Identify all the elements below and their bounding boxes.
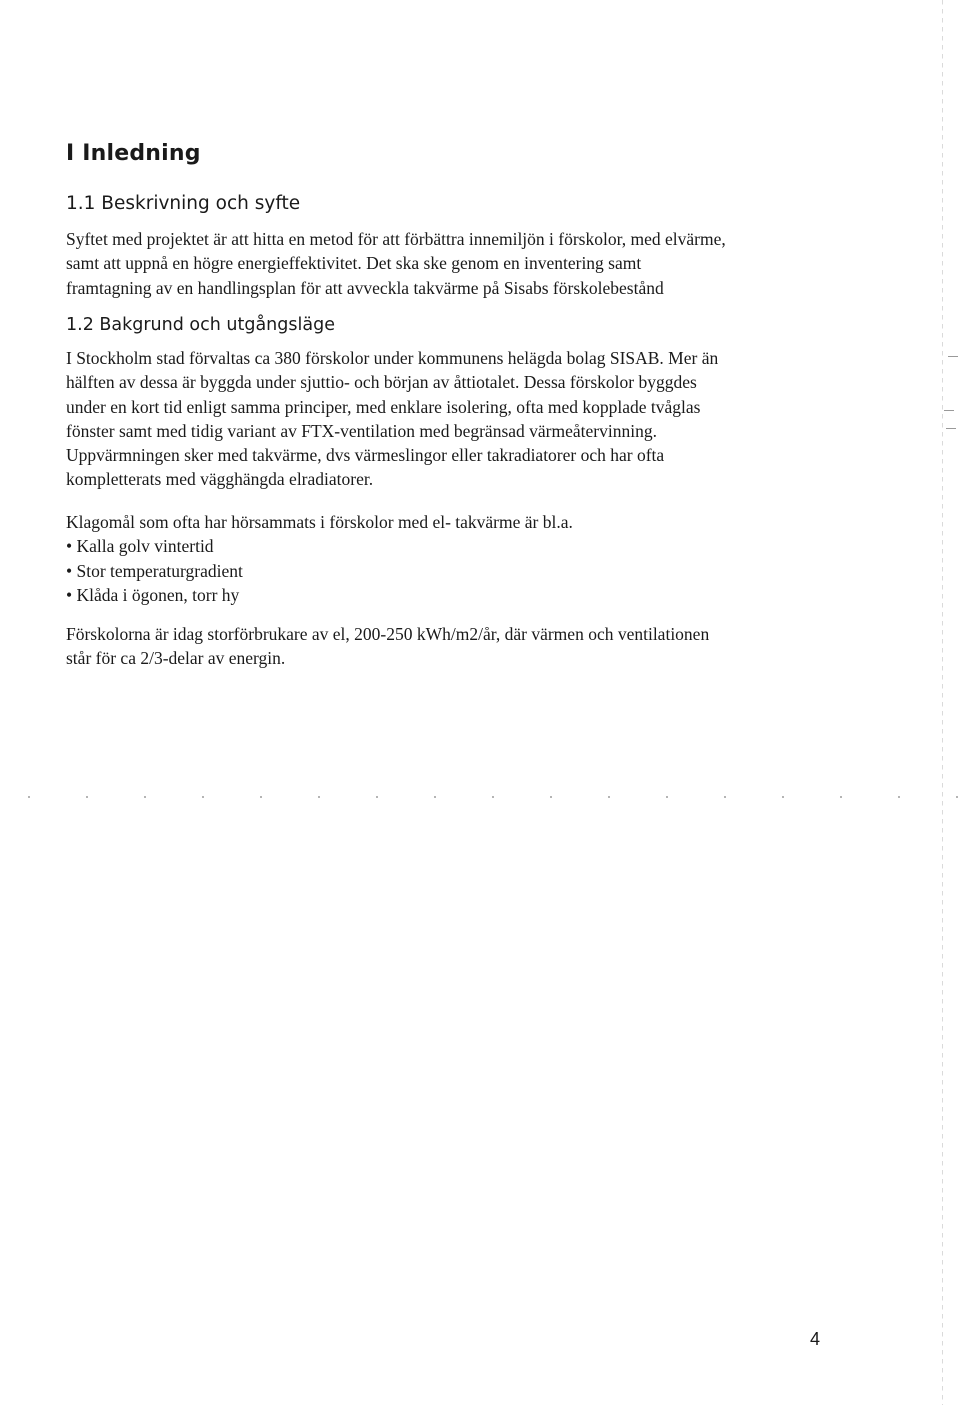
closing-paragraph	[66, 622, 846, 671]
scan-dot-line	[0, 796, 960, 798]
paragraph-line: Syftet med projektet är att hitta en metod för att förbättra innemiljön i förskolor, med elvärme,	[66, 229, 726, 249]
scan-tick-mark	[948, 356, 958, 357]
paragraph-line: under en kort tid enligt samma principer, med enklare isolering, ofta med kopplade tvåglas	[66, 396, 701, 417]
section-1-1-paragraph	[66, 227, 846, 300]
chapter-heading: I Inledning	[66, 141, 201, 166]
scan-tick-mark	[946, 428, 956, 429]
bullet-list-item: • Kalla golv vintertid	[66, 536, 214, 557]
bullet-list-item: • Stor temperaturgradient	[66, 560, 243, 581]
paragraph-line: hälften av dessa är byggda under sjuttio- och början av åttiotalet. Dessa förskolor byggdes	[66, 372, 697, 393]
page-number: 4	[810, 1329, 821, 1349]
paragraph-line: fönster samt med tidig variant av FTX-ventilation med begränsad värmeåtervinning.	[66, 420, 657, 441]
section-1-2-paragraph	[66, 346, 846, 492]
complaints-block	[66, 510, 846, 607]
paragraph-line: samt att uppnå en högre energieffektivitet. Det ska ske genom en inventering samt	[66, 253, 642, 274]
bullet-list-item: • Klåda i ögonen, torr hy	[66, 584, 240, 605]
section-heading-1-2: 1.2 Bakgrund och utgångsläge	[66, 315, 335, 335]
section-heading-1-1: 1.1 Beskrivning och syfte	[66, 193, 301, 214]
paragraph-line: står för ca 2/3-delar av energin.	[66, 648, 286, 669]
paragraph-line: I Stockholm stad förvaltas ca 380 förskolor under kommunens helägda bolag SISAB. Mer än	[66, 348, 719, 368]
complaints-intro: Klagomål som ofta har hörsammats i förskolor med el- takvärme är bl.a.	[66, 512, 573, 532]
paragraph-line: framtagning av en handlingsplan för att avveckla takvärme på Sisabs förskolebestånd	[66, 277, 664, 298]
paragraph-line: kompletterats med vägghängda elradiatorer.	[66, 469, 374, 490]
scan-margin-line	[942, 0, 943, 1405]
paragraph-line: Förskolorna är idag storförbrukare av el, 200-250 kWh/m2/år, där värmen och ventilationen	[66, 624, 710, 644]
scan-tick-mark	[944, 410, 954, 411]
paragraph-line: Uppvärmningen sker med takvärme, dvs värmeslingor eller takradiatorer och har ofta	[66, 445, 665, 466]
